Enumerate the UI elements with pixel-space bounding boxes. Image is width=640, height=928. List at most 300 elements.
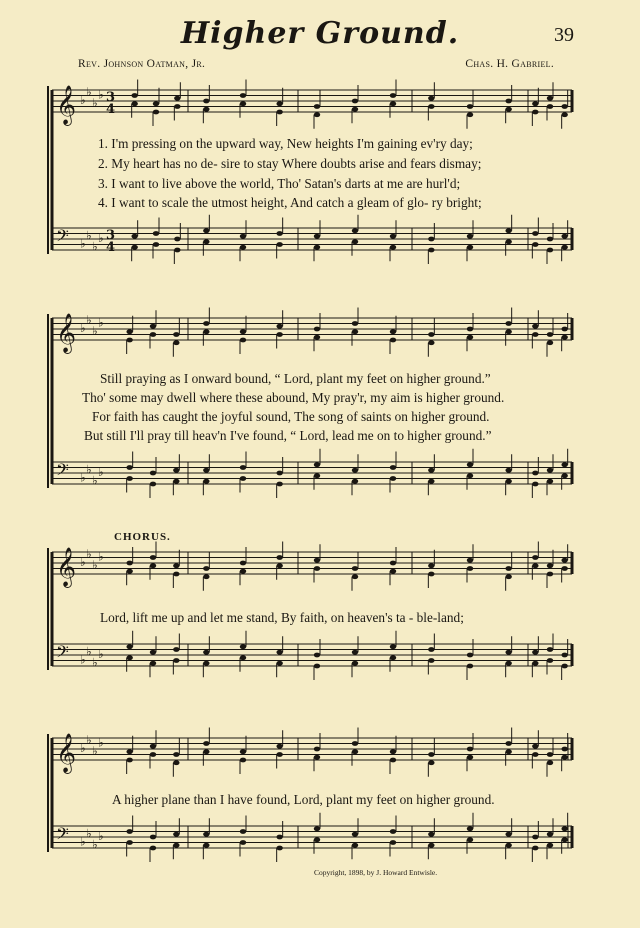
note-head xyxy=(352,566,358,571)
note-head xyxy=(150,563,156,568)
note-head xyxy=(428,563,434,568)
note-head xyxy=(390,655,396,660)
note-head xyxy=(240,569,246,574)
note-head xyxy=(173,572,179,577)
note-head xyxy=(428,248,434,253)
note-head xyxy=(126,758,132,763)
note-head xyxy=(240,338,246,343)
note-head xyxy=(276,661,282,666)
note-head xyxy=(390,569,396,574)
note-head xyxy=(173,647,179,652)
note-head xyxy=(314,653,320,658)
note-head xyxy=(314,558,320,563)
bass-clef-icon: 𝄢 xyxy=(56,641,69,666)
flat-sign-icon: ♭ xyxy=(80,321,86,335)
note-head xyxy=(428,479,434,484)
note-head xyxy=(276,110,282,115)
note-head xyxy=(240,245,246,250)
note-head xyxy=(203,99,209,104)
note-head xyxy=(240,749,246,754)
note-head xyxy=(240,93,246,98)
copyright-notice: Copyright, 1898, by J. Howard Entwisle. xyxy=(314,868,438,877)
note-head xyxy=(314,826,320,831)
note-head xyxy=(390,93,396,98)
note-head xyxy=(532,471,538,476)
note-head xyxy=(390,338,396,343)
note-head xyxy=(314,747,320,752)
note-head xyxy=(203,468,209,473)
note-head xyxy=(276,555,282,560)
note-head xyxy=(532,110,538,115)
treble-clef-icon: 𝄞 xyxy=(56,547,77,587)
note-head xyxy=(390,561,396,566)
note-head xyxy=(150,482,156,487)
note-head xyxy=(505,749,511,754)
note-head xyxy=(314,245,320,250)
note-head xyxy=(352,321,358,326)
note-head xyxy=(505,661,511,666)
note-head xyxy=(390,329,396,334)
treble-clef-icon: 𝄞 xyxy=(56,313,77,353)
note-head xyxy=(532,563,538,568)
flat-sign-icon: ♭ xyxy=(80,470,86,485)
note-head xyxy=(314,755,320,760)
note-head xyxy=(240,329,246,334)
note-head xyxy=(203,574,209,579)
hymn-title: Higher Ground. xyxy=(180,16,460,51)
flat-sign-icon: ♭ xyxy=(92,473,98,488)
note-head xyxy=(126,561,132,566)
note-head xyxy=(547,237,553,242)
note-head xyxy=(173,760,179,765)
note-head xyxy=(428,647,434,652)
note-head xyxy=(547,752,553,757)
note-head xyxy=(276,471,282,476)
flat-sign-icon: ♭ xyxy=(92,239,98,254)
verse-cont-line-4: But still I'll pray till heav'n I've found, “ Lord, lead me on to higher ground.” xyxy=(84,428,492,443)
note-head xyxy=(203,228,209,233)
note-head xyxy=(352,99,358,104)
note-head xyxy=(126,329,132,334)
treble-clef-icon: 𝄞 xyxy=(56,733,77,773)
note-head xyxy=(174,237,180,242)
note-head xyxy=(203,741,209,746)
flat-sign-icon: ♭ xyxy=(80,236,86,251)
note-head xyxy=(467,245,473,250)
note-head xyxy=(276,744,282,749)
note-head xyxy=(547,468,553,473)
note-head xyxy=(174,248,180,253)
note-head xyxy=(505,832,511,837)
note-head xyxy=(203,321,209,326)
note-head xyxy=(532,752,538,757)
flat-sign-icon: ♭ xyxy=(86,228,92,243)
flat-sign-icon: ♭ xyxy=(92,655,98,670)
note-head xyxy=(173,479,179,484)
note-head xyxy=(276,324,282,329)
author-credit: Rev. Johnson Oatman, Jr. xyxy=(78,58,206,70)
treble-clef-icon: 𝄞 xyxy=(56,85,77,125)
note-head xyxy=(131,245,137,250)
note-head xyxy=(352,843,358,848)
note-head xyxy=(390,465,396,470)
note-head xyxy=(547,658,553,663)
note-head xyxy=(126,338,132,343)
note-head xyxy=(153,242,159,247)
note-head xyxy=(314,462,320,467)
note-head xyxy=(532,101,538,106)
note-head xyxy=(532,661,538,666)
note-head xyxy=(428,572,434,577)
flat-sign-icon: ♭ xyxy=(86,312,92,327)
note-head xyxy=(561,566,567,571)
note-head xyxy=(505,107,511,112)
note-head xyxy=(150,324,156,329)
note-head xyxy=(467,335,473,340)
note-head xyxy=(505,741,511,746)
note-head xyxy=(150,744,156,749)
note-head xyxy=(467,234,473,239)
note-head xyxy=(240,829,246,834)
flat-sign-icon: ♭ xyxy=(98,647,104,661)
note-head xyxy=(561,112,567,117)
note-head xyxy=(428,340,434,345)
flat-sign-icon: ♭ xyxy=(98,829,104,843)
note-head xyxy=(532,555,538,560)
note-head xyxy=(203,107,209,112)
note-head xyxy=(314,566,320,571)
note-head xyxy=(173,752,179,757)
note-head xyxy=(173,832,179,837)
note-head xyxy=(532,846,538,851)
note-head xyxy=(428,658,434,663)
note-head xyxy=(428,96,434,101)
note-head xyxy=(240,234,246,239)
verse-line-2: 2. My heart has no de- sire to stay Where doubts arise and fears dismay; xyxy=(98,156,482,171)
note-head xyxy=(276,482,282,487)
note-head xyxy=(203,661,209,666)
time-signature-top: 3 xyxy=(106,90,116,105)
note-head xyxy=(203,650,209,655)
note-head xyxy=(561,462,567,467)
note-head xyxy=(390,476,396,481)
flat-sign-icon: ♭ xyxy=(86,826,92,841)
note-head xyxy=(505,479,511,484)
note-head xyxy=(276,231,282,236)
note-head xyxy=(547,332,553,337)
flat-sign-icon: ♭ xyxy=(86,732,92,747)
note-head xyxy=(547,248,553,253)
flat-sign-icon: ♭ xyxy=(92,557,98,572)
note-head xyxy=(150,332,156,337)
note-head xyxy=(173,658,179,663)
flat-sign-icon: ♭ xyxy=(80,555,86,569)
note-head xyxy=(126,476,132,481)
note-head xyxy=(467,112,473,117)
note-head xyxy=(276,242,282,247)
verse-cont-line-1: Still praying as I onward bound, “ Lord, plant my feet on higher ground.” xyxy=(100,371,491,386)
note-head xyxy=(428,332,434,337)
note-head xyxy=(547,340,553,345)
note-head xyxy=(352,479,358,484)
note-head xyxy=(203,566,209,571)
note-head xyxy=(150,471,156,476)
note-head xyxy=(203,843,209,848)
verse-line-4: 4. I want to scale the utmost height, And catch a gleam of glo- ry bright; xyxy=(98,195,482,210)
note-head xyxy=(547,563,553,568)
time-signature-bottom: 4 xyxy=(106,102,116,117)
note-head xyxy=(240,644,246,649)
note-head xyxy=(561,473,567,478)
note-head xyxy=(314,234,320,239)
note-head xyxy=(547,96,553,101)
note-head xyxy=(352,228,358,233)
note-head xyxy=(276,563,282,568)
composer-credit: Chas. H. Gabriel. xyxy=(465,58,554,70)
note-head xyxy=(150,752,156,757)
flat-sign-icon: ♭ xyxy=(86,84,92,99)
note-head xyxy=(314,327,320,332)
note-head xyxy=(532,332,538,337)
note-head xyxy=(505,321,511,326)
note-head xyxy=(174,96,180,101)
flat-sign-icon: ♭ xyxy=(86,644,92,659)
note-head xyxy=(505,329,511,334)
note-head xyxy=(547,832,553,837)
note-head xyxy=(173,563,179,568)
note-head xyxy=(314,335,320,340)
note-head xyxy=(390,758,396,763)
note-head xyxy=(561,245,567,250)
time-signature-top: 3 xyxy=(106,228,116,243)
note-head xyxy=(314,837,320,842)
flat-sign-icon: ♭ xyxy=(98,465,104,479)
note-head xyxy=(276,101,282,106)
verse-cont-line-3: For faith has caught the joyful sound, The song of saints on higher ground. xyxy=(92,409,490,424)
note-head xyxy=(203,329,209,334)
note-head xyxy=(390,644,396,649)
note-head xyxy=(150,555,156,560)
note-head xyxy=(276,752,282,757)
note-head xyxy=(126,569,132,574)
note-head xyxy=(561,747,567,752)
note-head xyxy=(240,758,246,763)
note-head xyxy=(547,104,553,109)
note-head xyxy=(352,107,358,112)
note-head xyxy=(390,749,396,754)
note-head xyxy=(173,340,179,345)
flat-sign-icon: ♭ xyxy=(98,735,104,750)
flat-sign-icon: ♭ xyxy=(98,87,104,102)
note-head xyxy=(505,228,511,233)
note-head xyxy=(153,101,159,106)
note-head xyxy=(276,332,282,337)
note-head xyxy=(240,561,246,566)
note-head xyxy=(561,826,567,831)
note-head xyxy=(150,835,156,840)
note-head xyxy=(505,468,511,473)
note-head xyxy=(505,566,511,571)
note-head xyxy=(532,482,538,487)
note-head xyxy=(352,741,358,746)
note-head xyxy=(174,104,180,109)
note-head xyxy=(126,655,132,660)
note-head xyxy=(203,749,209,754)
note-head xyxy=(467,327,473,332)
note-head xyxy=(352,661,358,666)
note-head xyxy=(131,101,137,106)
note-head xyxy=(352,650,358,655)
bass-clef-icon: 𝄢 xyxy=(56,225,69,250)
note-head xyxy=(352,329,358,334)
note-head xyxy=(532,324,538,329)
page-number: 39 xyxy=(554,24,574,46)
verse-cont-line-2: Tho' some may dwell where these abound, My pray'r, my aim is higher ground. xyxy=(82,390,505,405)
note-head xyxy=(467,826,473,831)
note-head xyxy=(153,110,159,115)
note-head xyxy=(561,558,567,563)
note-head xyxy=(547,647,553,652)
note-head xyxy=(150,650,156,655)
note-head xyxy=(561,837,567,842)
note-head xyxy=(505,239,511,244)
note-head xyxy=(150,661,156,666)
note-head xyxy=(150,846,156,851)
note-head xyxy=(428,760,434,765)
note-head xyxy=(561,234,567,239)
note-head xyxy=(505,843,511,848)
note-head xyxy=(314,473,320,478)
note-head xyxy=(126,829,132,834)
note-head xyxy=(467,837,473,842)
note-head xyxy=(547,572,553,577)
note-head xyxy=(390,234,396,239)
note-head xyxy=(428,752,434,757)
note-head xyxy=(352,832,358,837)
chorus-label: CHORUS. xyxy=(114,531,171,543)
note-head xyxy=(173,468,179,473)
note-head xyxy=(126,644,132,649)
note-head xyxy=(561,327,567,332)
note-head xyxy=(428,843,434,848)
note-head xyxy=(467,104,473,109)
note-head xyxy=(428,832,434,837)
note-head xyxy=(126,840,132,845)
note-head xyxy=(390,245,396,250)
note-head xyxy=(240,101,246,106)
note-head xyxy=(561,653,567,658)
note-head xyxy=(352,239,358,244)
bass-clef-icon: 𝄢 xyxy=(56,459,69,484)
note-head xyxy=(240,465,246,470)
note-head xyxy=(467,653,473,658)
note-head xyxy=(390,840,396,845)
verse-line-1: 1. I'm pressing on the upward way, New heights I'm gaining ev'ry day; xyxy=(98,136,473,151)
note-head xyxy=(467,664,473,669)
flat-sign-icon: ♭ xyxy=(92,323,98,338)
note-head xyxy=(532,650,538,655)
note-head xyxy=(547,760,553,765)
note-head xyxy=(173,843,179,848)
flat-sign-icon: ♭ xyxy=(92,743,98,758)
note-head xyxy=(532,242,538,247)
note-head xyxy=(153,231,159,236)
note-head xyxy=(276,650,282,655)
note-head xyxy=(173,332,179,337)
verse-line-3: 3. I want to live above the world, Tho' Satan's darts at me are hurl'd; xyxy=(98,176,461,191)
note-head xyxy=(532,231,538,236)
note-head xyxy=(467,558,473,563)
note-head xyxy=(131,234,137,239)
note-head xyxy=(240,840,246,845)
note-head xyxy=(352,749,358,754)
chorus-line-1: Lord, lift me up and let me stand, By faith, on heaven's ta - ble-land; xyxy=(100,610,464,625)
note-head xyxy=(561,335,567,340)
note-head xyxy=(276,835,282,840)
note-head xyxy=(203,239,209,244)
note-head xyxy=(561,664,567,669)
note-head xyxy=(240,655,246,660)
flat-sign-icon: ♭ xyxy=(92,95,98,110)
note-head xyxy=(532,744,538,749)
note-head xyxy=(428,468,434,473)
note-head xyxy=(428,104,434,109)
note-head xyxy=(352,468,358,473)
note-head xyxy=(505,574,511,579)
note-head xyxy=(352,574,358,579)
time-signature-bottom: 4 xyxy=(106,240,116,255)
note-head xyxy=(314,664,320,669)
note-head xyxy=(547,843,553,848)
note-head xyxy=(240,476,246,481)
note-head xyxy=(547,479,553,484)
note-head xyxy=(467,473,473,478)
note-head xyxy=(428,237,434,242)
note-head xyxy=(467,747,473,752)
bass-clef-icon: 𝄢 xyxy=(56,823,69,848)
note-head xyxy=(126,749,132,754)
note-head xyxy=(276,846,282,851)
note-head xyxy=(203,479,209,484)
flat-sign-icon: ♭ xyxy=(98,315,104,330)
flat-sign-icon: ♭ xyxy=(86,462,92,477)
note-head xyxy=(467,462,473,467)
note-head xyxy=(390,101,396,106)
flat-sign-icon: ♭ xyxy=(98,549,104,564)
note-head xyxy=(314,112,320,117)
note-head xyxy=(532,835,538,840)
note-head xyxy=(126,465,132,470)
flat-sign-icon: ♭ xyxy=(86,546,92,561)
flat-sign-icon: ♭ xyxy=(92,837,98,852)
note-head xyxy=(203,832,209,837)
note-head xyxy=(314,104,320,109)
note-head xyxy=(467,755,473,760)
flat-sign-icon: ♭ xyxy=(80,834,86,849)
note-head xyxy=(467,566,473,571)
note-head xyxy=(505,99,511,104)
flat-sign-icon: ♭ xyxy=(80,93,86,107)
flat-sign-icon: ♭ xyxy=(98,231,104,245)
note-head xyxy=(561,104,567,109)
flat-sign-icon: ♭ xyxy=(80,652,86,667)
flat-sign-icon: ♭ xyxy=(80,741,86,755)
note-head xyxy=(390,829,396,834)
note-head xyxy=(561,755,567,760)
note-head xyxy=(505,650,511,655)
chorus-line-2: A higher plane than I have found, Lord, plant my feet on higher ground. xyxy=(112,792,495,807)
note-head xyxy=(131,93,137,98)
